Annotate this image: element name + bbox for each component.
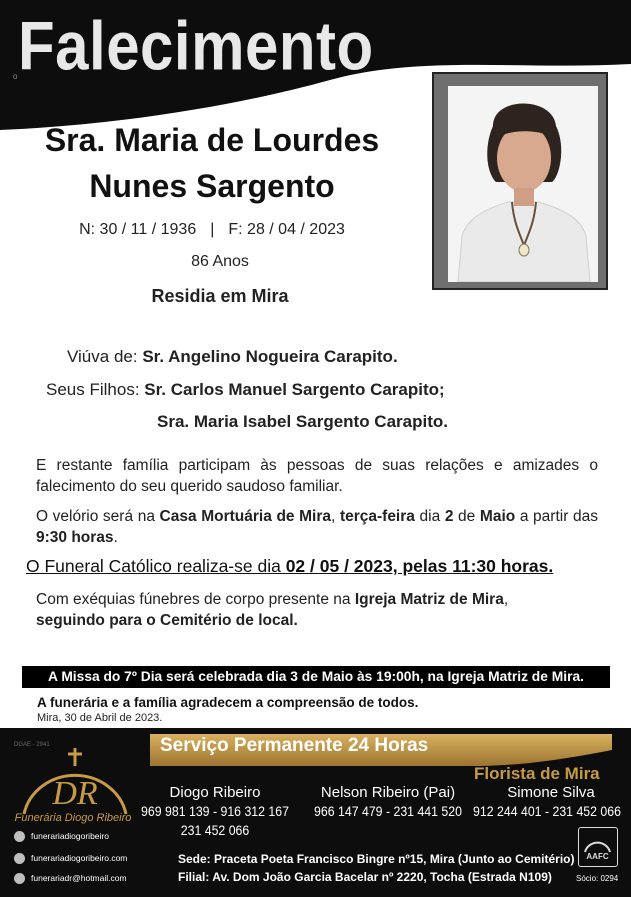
deceased-photo-frame <box>432 72 608 290</box>
deceased-name-line2: Nunes Sargento <box>89 168 335 204</box>
cemetery-text: seguindo para o Cemitério de local. <box>36 612 298 629</box>
aafc-badge <box>578 827 618 867</box>
facebook-link[interactable]: funerariadiogoribeiro <box>14 831 109 842</box>
email-link[interactable]: funerariadr@hotmail.com <box>14 873 127 884</box>
svg-text:AAFC: AAFC <box>586 852 609 861</box>
funeral-home-logo <box>16 744 134 816</box>
wake-month: Maio <box>479 508 516 525</box>
address-headquarters: Sede: Praceta Poeta Francisco Bingre nº15, Mira (Junto ao Cemitério) <box>178 852 575 866</box>
facebook-icon <box>14 831 25 842</box>
ceremony-paragraph: Com exéquias fúnebres de corpo presente na Igreja Matriz de Mira, seguindo para o Cemitério de local. <box>36 591 509 629</box>
widow-label: Viúva de: <box>67 347 138 366</box>
dgae-number: DGAE - 2941 <box>14 742 50 748</box>
date-place: Mira, 30 de Abril de 2023. <box>37 712 163 724</box>
member-number: Sócio: 0294 <box>576 874 619 883</box>
logo-initials: DR <box>52 775 98 812</box>
widow-name: Sr. Angelino Nogueira Carapito. <box>142 347 398 366</box>
brand-name: Funerária Diogo Ribeiro <box>14 812 132 824</box>
contact-3-name: Simone Silva <box>507 784 595 801</box>
contact-1-name: Diogo Ribeiro <box>169 784 261 801</box>
wake-location: Casa Mortuária de Mira <box>159 508 332 525</box>
contact-1-phone2[interactable]: 231 452 066 <box>180 822 250 838</box>
funeral-datetime: 02 / 05 / 2023, pelas 11:30 horas. <box>285 556 554 576</box>
portrait-image <box>448 86 598 282</box>
instagram-icon <box>14 853 25 864</box>
instagram-link[interactable]: funerariadiogoribeiro.com <box>14 853 127 864</box>
contact-2-phone[interactable]: 966 147 479 - 231 441 520 <box>314 803 462 819</box>
life-dates <box>0 221 424 239</box>
age: 86 Anos <box>191 253 249 270</box>
service-banner: Serviço Permanente 24 Horas <box>160 735 429 756</box>
deceased-name-line1: Sra. Maria de Lourdes <box>44 122 380 158</box>
aafc-logo <box>579 828 616 865</box>
birth-date: N: 30 / 11 / 1936 <box>79 221 197 238</box>
header-mark: o <box>13 72 18 81</box>
page-title: Falecimento <box>18 7 374 85</box>
email-icon <box>14 873 25 884</box>
wake-weekday: terça-feira <box>339 508 415 525</box>
funeral-line <box>26 556 608 577</box>
contact-2-name: Nelson Ribeiro (Pai) <box>320 784 456 801</box>
child-1: Sr. Carlos Manuel Sargento Carapito; <box>144 380 445 399</box>
death-date: F: 28 / 04 / 2023 <box>228 221 345 238</box>
date-separator: | <box>210 221 215 238</box>
church-name: Igreja Matriz de Mira <box>354 591 504 608</box>
child-2-line <box>157 412 448 432</box>
wake-time: 9:30 horas <box>36 529 114 546</box>
widow-line <box>67 347 398 367</box>
residence: Residia em Mira <box>151 286 289 306</box>
deceased-photo <box>448 86 598 282</box>
funeral-text: O Funeral Católico realiza-se dia <box>26 556 286 576</box>
florista-name: Florista de Mira <box>474 764 600 783</box>
child-2: Sra. Maria Isabel Sargento Carapito. <box>157 412 448 431</box>
announcement-paragraph: E restante família participam às pessoas de suas relações e amizades o falecimento do seu querido saudoso familiar. <box>36 457 598 495</box>
contact-3-phone[interactable]: 912 244 401 - 231 452 066 <box>473 803 621 819</box>
wake-day: 2 <box>444 508 454 525</box>
wake-paragraph: O velório será na Casa Mortuária de Mira, terça-feira dia 2 de Maio a partir das 9:30 horas. <box>36 508 598 546</box>
children-label: Seus Filhos: <box>46 380 140 399</box>
thanks-note: A funerária e a família agradecem a compreensão de todos. <box>37 695 419 710</box>
address-branch: Filial: Av. Dom João Garcia Bacelar nº 2220, Tocha (Estrada N109) <box>178 870 552 884</box>
mass-announcement-bar: A Missa do 7º Dia será celebrada dia 3 de Maio às 19:00h, na Igreja Matriz de Mira. <box>22 666 610 688</box>
contact-1-phone[interactable]: 969 981 139 - 916 312 167 <box>141 803 289 819</box>
children-line <box>46 380 445 400</box>
